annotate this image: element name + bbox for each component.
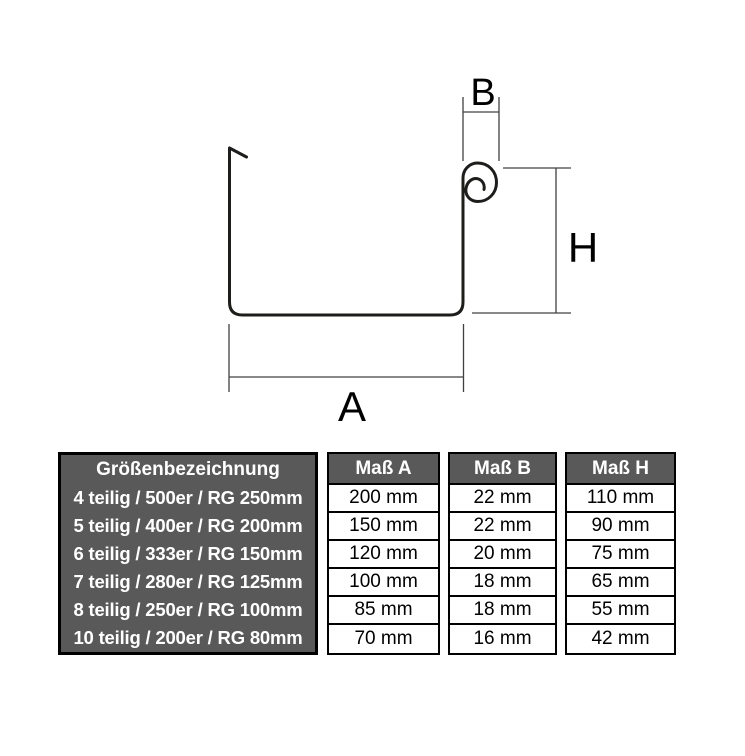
table-row-label-5: 8 teilig / 250er / RG 100mm: [73, 599, 303, 620]
value-h-row-2: 90 mm: [567, 513, 674, 541]
value-a-row-6: 70 mm: [354, 628, 413, 649]
value-h-row-5: 55 mm: [567, 597, 674, 625]
value-b-row-6: 16 mm: [473, 628, 532, 649]
table-header-mass-h: Maß H: [567, 454, 674, 485]
value-h-row-3: 75 mm: [567, 541, 674, 569]
value-b-row-4: 18 mm: [450, 569, 555, 597]
table-header-sizes: Größenbezeichnung: [96, 458, 280, 480]
value-a-row-1: 200 mm: [329, 485, 438, 513]
value-h-row-1: 110 mm: [567, 485, 674, 513]
value-a-row-3: 120 mm: [329, 541, 438, 569]
dim-label-a: A: [337, 383, 367, 430]
table-row-label-1: 4 teilig / 500er / RG 250mm: [73, 487, 303, 508]
table-row-label-3: 6 teilig / 333er / RG 150mm: [73, 543, 303, 564]
value-b-row-3: 20 mm: [450, 541, 555, 569]
value-b-row-1: 22 mm: [450, 485, 555, 513]
table-label-column: [58, 452, 318, 655]
table-header-mass-a: Maß A: [329, 454, 438, 485]
value-a-row-4: 100 mm: [329, 569, 438, 597]
table-row-label-4: 7 teilig / 280er / RG 125mm: [73, 571, 303, 592]
value-a-row-2: 150 mm: [329, 513, 438, 541]
table-column-mass-a: [327, 452, 440, 655]
gutter-profile-outline: [230, 148, 497, 315]
value-h-row-4: 65 mm: [567, 569, 674, 597]
value-b-row-2: 22 mm: [450, 513, 555, 541]
table-row-label-6: 10 teilig / 200er / RG 80mm: [73, 627, 303, 648]
dimension-h-lines: [472, 168, 571, 313]
dimension-a-lines: [229, 324, 464, 392]
table-column-mass-b: [448, 452, 557, 655]
value-h-row-6: 42 mm: [591, 628, 650, 649]
dim-label-b: B: [470, 72, 496, 114]
table-column-mass-h: [565, 452, 676, 655]
value-b-row-5: 18 mm: [450, 597, 555, 625]
table-header-mass-b: Maß B: [450, 454, 555, 485]
table-row-label-2: 5 teilig / 400er / RG 200mm: [73, 515, 303, 536]
size-table: [58, 452, 676, 655]
value-a-row-5: 85 mm: [329, 597, 438, 625]
dim-label-h: H: [567, 224, 599, 271]
